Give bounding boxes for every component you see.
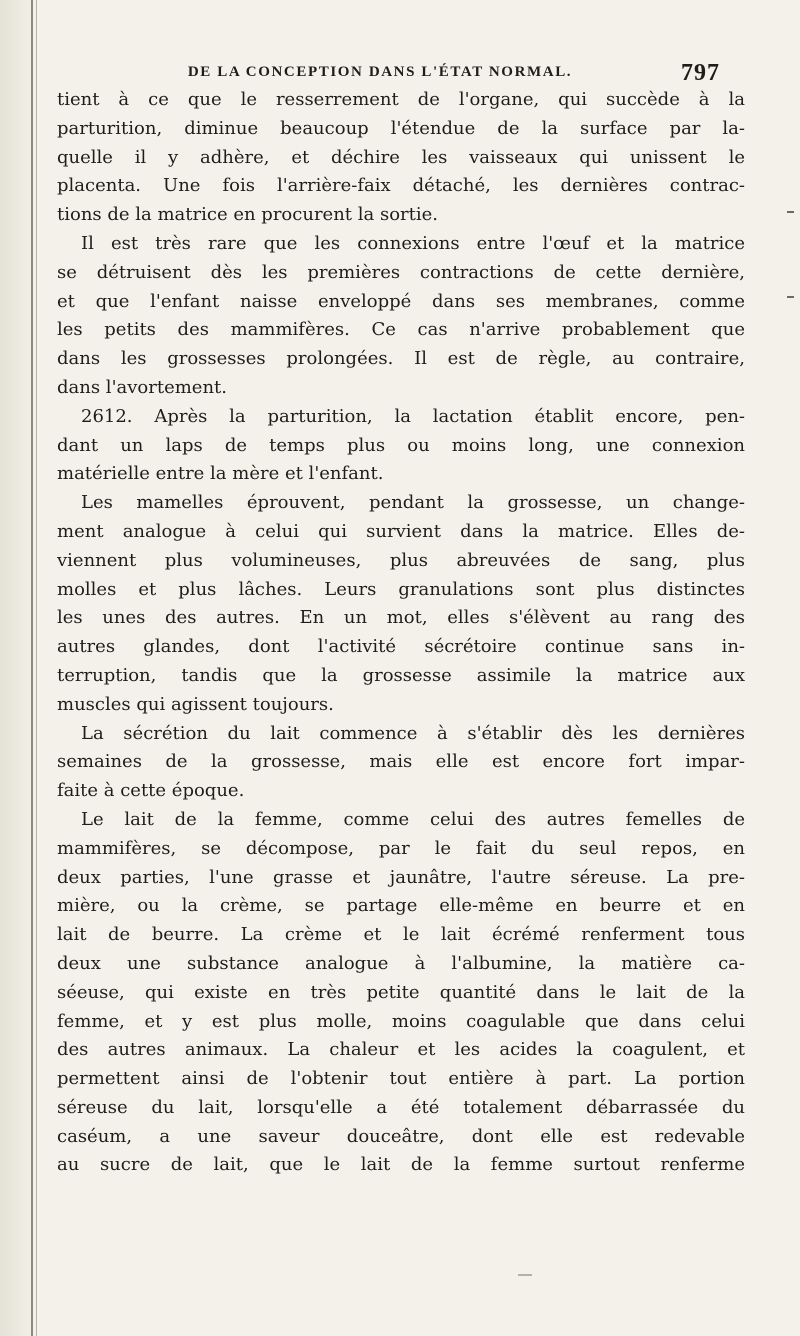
text-line: viennent plus volumineuses, plus abreuvées de sang, plus	[57, 549, 745, 571]
text-line: molles et plus lâches. Leurs granulations sont plus distinctes	[57, 578, 745, 600]
text-line: des autres animaux. La chaleur et les acides la coagulent, et	[57, 1039, 745, 1061]
text-line: mammifères, se décompose, par le fait du seul repos, en	[57, 837, 745, 859]
text-line: les unes des autres. En un mot, elles s'élèvent au rang des	[57, 607, 745, 629]
text-line: 2612. Après la parturition, la lactation établit encore, pen-	[81, 405, 745, 427]
text-line: tient à ce que le resserrement de l'organe, qui succède à la	[57, 89, 745, 110]
text-line: dant un laps de temps plus ou moins long, une connexion	[57, 434, 745, 456]
text-line: caséum, a une saveur douceâtre, dont elle est redevable	[57, 1125, 745, 1147]
text-line: La sécrétion du lait commence à s'établir dès les dernières	[81, 722, 745, 744]
text-line: parturition, diminue beaucoup l'étendue de la surface par la-	[57, 117, 745, 139]
binding-edge-line	[31, 0, 33, 1336]
body-text	[57, 86, 745, 1180]
text-line: dans les grossesses prolongées. Il est de règle, au contraire,	[57, 348, 745, 370]
text-line: Il est très rare que les connexions entre l'œuf et la matrice	[81, 232, 745, 254]
text-line: mière, ou la crème, se partage elle-même en beurre et en	[57, 895, 745, 917]
text-line: au sucre de lait, que le lait de la femme surtout renferme	[57, 1154, 745, 1176]
text-line: femme, et y est plus molle, moins coagulable que dans celui	[57, 1010, 745, 1032]
margin-mark	[787, 211, 794, 213]
text-line: les petits des mammifères. Ce cas n'arrive probablement que	[57, 319, 745, 341]
text-line: permettent ainsi de l'obtenir tout entière à part. La portion	[57, 1068, 745, 1090]
stray-ink-mark	[518, 1274, 532, 1276]
binding-edge-line	[36, 0, 37, 1336]
text-line: matérielle entre la mère et l'enfant.	[57, 463, 384, 485]
running-head	[95, 60, 720, 86]
text-line: séeuse, qui existe en très petite quantité dans le lait de la	[57, 981, 745, 1003]
text-line: séreuse du lait, lorsqu'elle a été totalement débarrassée du	[57, 1096, 745, 1118]
text-line: semaines de la grossesse, mais elle est encore fort impar-	[57, 751, 745, 773]
text-line: placenta. Une fois l'arrière-faix détaché, les dernières contrac-	[57, 175, 745, 197]
text-line: tions de la matrice en procurent la sortie.	[57, 204, 438, 226]
text-line: deux une substance analogue à l'albumine, la matière ca-	[57, 952, 745, 974]
text-line: dans l'avortement.	[57, 376, 228, 398]
margin-mark	[787, 296, 794, 298]
text-line: ment analogue à celui qui survient dans la matrice. Elles de-	[57, 520, 745, 542]
text-line: deux parties, l'une grasse et jaunâtre, l'autre séreuse. La pre-	[57, 866, 745, 888]
text-line: quelle il y adhère, et déchire les vaisseaux qui unissent le	[57, 146, 745, 168]
text-line: terruption, tandis que la grossesse assimile la matrice aux	[57, 664, 745, 686]
text-line: et que l'enfant naisse enveloppé dans ses membranes, comme	[57, 290, 745, 312]
text-line: faite à cette époque.	[57, 780, 245, 802]
page-number: 797	[681, 60, 720, 86]
text-line: lait de beurre. La crème et le lait écrémé renferment tous	[57, 924, 745, 946]
text-line: Les mamelles éprouvent, pendant la grossesse, un change-	[81, 492, 745, 514]
running-title: DE LA CONCEPTION DANS L'ÉTAT NORMAL.	[187, 64, 573, 80]
text-line: autres glandes, dont l'activité sécrétoire continue sans in-	[57, 636, 745, 658]
text-line: Le lait de la femme, comme celui des autres femelles de	[81, 808, 745, 830]
text-line: muscles qui agissent toujours.	[57, 693, 334, 715]
text-line: se détruisent dès les premières contractions de cette dernière,	[57, 261, 745, 283]
